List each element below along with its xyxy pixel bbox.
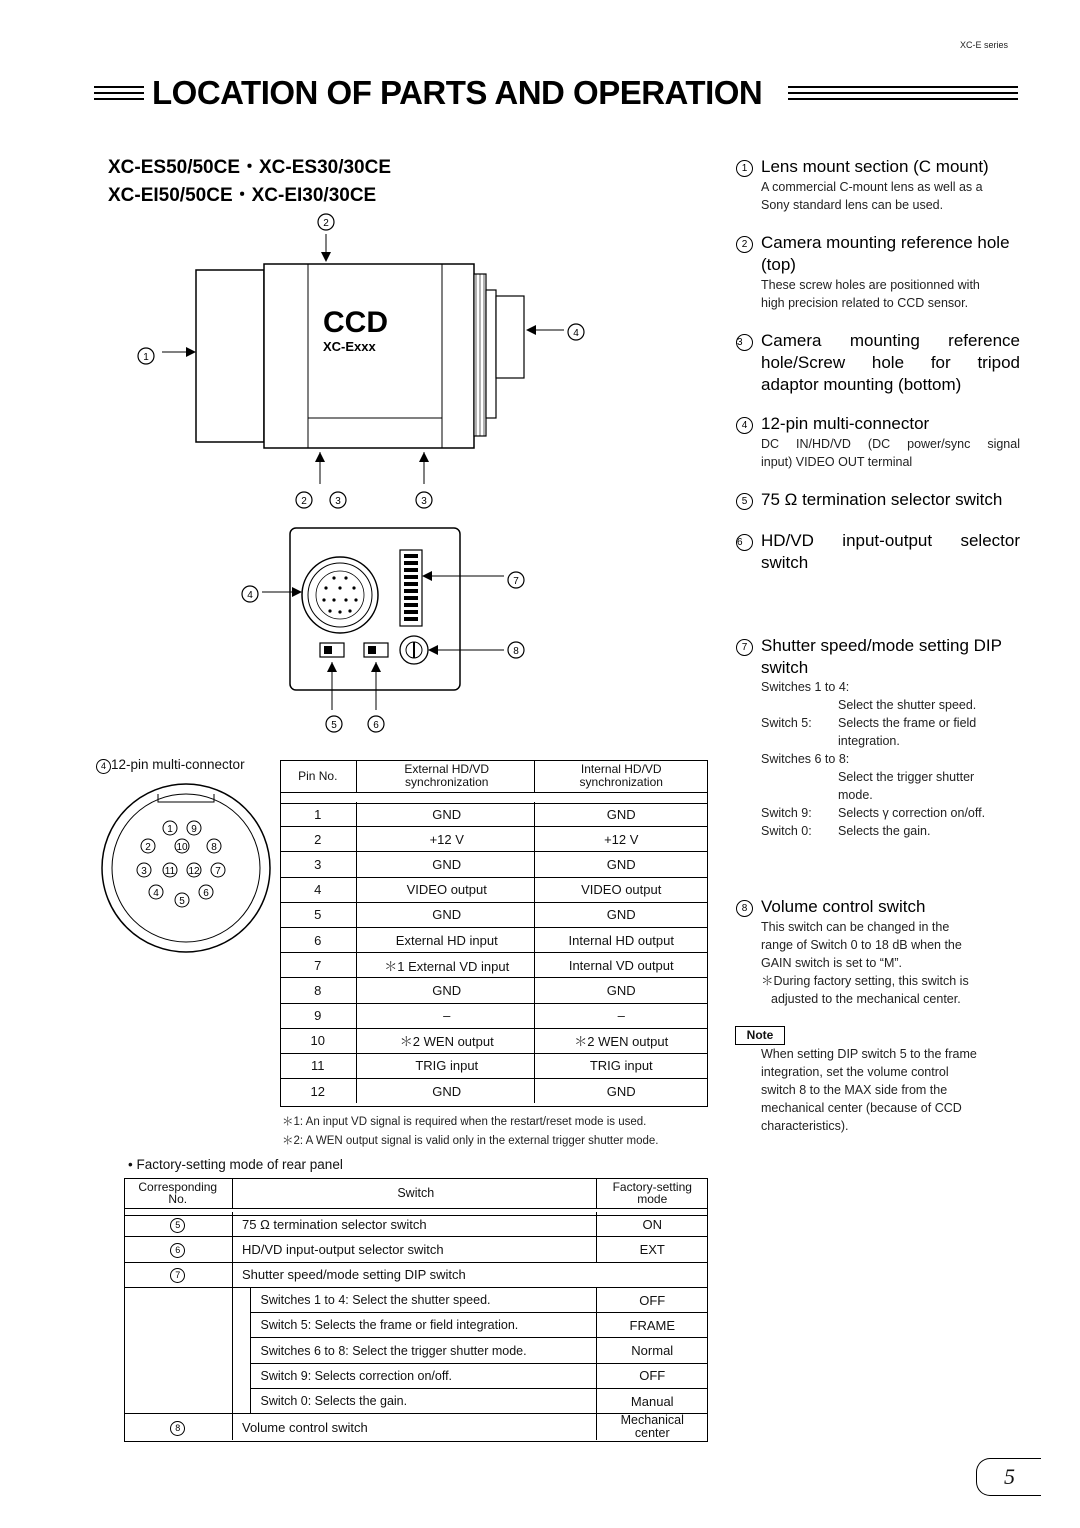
- pin-internal-cell: VIDEO output: [534, 877, 708, 902]
- callout-4-top: 4: [573, 328, 579, 339]
- pin-number-cell: 10: [280, 1028, 356, 1053]
- part-3: 3 Camera mounting reference hole/Screw hole for tripod adaptor mounting (bottom): [737, 331, 1020, 394]
- factory-switch-cell: Volume control switch: [236, 1414, 596, 1441]
- factory-mode-cell: Normal: [596, 1338, 708, 1363]
- pin-external-cell: ＊1 External VD input: [360, 953, 534, 978]
- part-1: 1 Lens mount section (C mount) A commercial C-mount lens as well as a Sony standard lens can be used.: [736, 156, 989, 214]
- factory-row: [124, 1414, 708, 1441]
- dip-item: Switch 0: Selects the gain.: [761, 824, 931, 838]
- pin-external-cell: External HD input: [360, 927, 534, 952]
- pin-number-cell: 9: [280, 1003, 356, 1028]
- num-4-icon: 4: [736, 417, 753, 434]
- svg-text:12: 12: [188, 866, 200, 877]
- dip-switch-list: [761, 678, 1021, 840]
- dip-item: Switch 9: Selects γ correction on/off.: [761, 806, 986, 820]
- pin-row: [280, 827, 708, 852]
- pin-internal-cell: GND: [534, 802, 708, 827]
- num-5-icon: 5: [736, 493, 753, 510]
- pin-row: [280, 852, 708, 877]
- connector-protrusion: [496, 296, 524, 378]
- lens-mount-shape: [196, 270, 264, 442]
- pin-row: [280, 978, 708, 1003]
- factory-table: [124, 1178, 708, 1216]
- part-7: 7 Shutter speed/mode setting DIP switch: [736, 635, 1002, 679]
- dip-item: mode.: [838, 788, 873, 802]
- factory-switch-cell: Switch 5: Selects the frame or field integration.: [250, 1313, 596, 1338]
- svg-text:6: 6: [373, 720, 379, 731]
- svg-text:6: 6: [203, 888, 209, 899]
- dip-item: Switches 1 to 4:: [761, 680, 850, 694]
- pin-row: [280, 1053, 708, 1078]
- factory-switch-cell: Switch 0: Selects the gain.: [250, 1389, 596, 1414]
- factory-mode-cell: Manual: [596, 1389, 708, 1414]
- title-rule-right: [788, 86, 1018, 88]
- factory-switch-cell: HD/VD input-output selector switch: [236, 1237, 596, 1262]
- callout-2-top: 2: [323, 218, 329, 229]
- pin-row: [280, 1079, 708, 1104]
- svg-text:7: 7: [513, 576, 519, 587]
- pin-external-cell: GND: [360, 902, 534, 927]
- svg-text:2: 2: [301, 496, 307, 507]
- pin-internal-cell: TRIG input: [534, 1053, 708, 1078]
- factory-row: [124, 1237, 708, 1262]
- factory-switch-cell: Shutter speed/mode setting DIP switch: [236, 1262, 708, 1287]
- pin-row: [280, 877, 708, 902]
- svg-text:1: 1: [167, 824, 173, 835]
- pin-number-cell: 12: [310, 1083, 325, 1099]
- pin-internal-cell: GND: [606, 1083, 636, 1099]
- factory-switch-cell: Switch 9: Selects correction on/off.: [250, 1363, 596, 1388]
- num-7-icon: 7: [736, 639, 753, 656]
- pin-external-cell: GND: [360, 978, 534, 1003]
- num-7-icon: 7: [170, 1268, 185, 1283]
- pin-number-cell: 5: [280, 902, 356, 927]
- connector-pinout-diagram: [98, 780, 274, 956]
- title-rule-right: [788, 92, 1018, 94]
- factory-row: [124, 1262, 708, 1287]
- factory-switch-cell: Switches 1 to 4: Select the shutter speed.: [250, 1287, 596, 1312]
- title-rule-left: [94, 92, 144, 94]
- svg-text:3: 3: [335, 496, 341, 507]
- pin-external-cell: GND: [360, 1079, 534, 1104]
- multi-connector-shape: [302, 557, 378, 633]
- pin-table: [280, 760, 708, 804]
- note-text: When setting DIP switch 5 to the frame integration, set the volume control switch 8 to the MAX side from the mechanical center (because of CCD characteristics).: [761, 1047, 977, 1133]
- pin-internal-cell: ＊2 WEN output: [534, 1028, 708, 1053]
- pin-number-cell: 8: [280, 978, 356, 1003]
- num-6-icon: 6: [170, 1243, 185, 1258]
- factory-mode-cell: OFF: [596, 1287, 708, 1312]
- pin-internal-cell: GND: [534, 978, 708, 1003]
- svg-text:3: 3: [421, 496, 427, 507]
- dip-item: Select the shutter speed.: [838, 698, 977, 712]
- factory-switch-cell: 75 Ω termination selector switch: [236, 1212, 596, 1237]
- pin-internal-cell: Internal VD output: [534, 953, 708, 978]
- pin-external-cell: GND: [360, 802, 534, 827]
- svg-text:8: 8: [211, 842, 217, 853]
- pin-external-cell: TRIG input: [360, 1053, 534, 1078]
- pin-internal-cell: –: [534, 1003, 708, 1028]
- svg-text:3: 3: [141, 866, 147, 877]
- part-6: 6 HD/VD input-output selector switch: [737, 531, 1020, 572]
- factory-subrow: [124, 1338, 708, 1363]
- svg-text:5: 5: [331, 720, 337, 731]
- title-rule-right: [788, 98, 1018, 100]
- factory-row: [124, 1212, 708, 1237]
- pin-internal-cell: GND: [534, 902, 708, 927]
- pin-internal-cell: Internal HD output: [534, 927, 708, 952]
- dip-item: Switches 6 to 8:: [761, 752, 850, 766]
- model-line-1: XC-ES50/50CE・XC-ES30/30CE: [108, 157, 392, 178]
- pin-number-cell: 7: [280, 953, 356, 978]
- pin-external-cell: VIDEO output: [360, 877, 534, 902]
- factory-subrow: [124, 1389, 708, 1414]
- pin-footnote-1: ＊1: An input VD signal is required when the restart/reset mode is used.: [282, 1116, 647, 1128]
- svg-text:7: 7: [215, 866, 221, 877]
- num-5-icon: 5: [170, 1218, 185, 1233]
- pin-footnote-2: ＊2: A WEN output signal is valid only in the external trigger shutter mode.: [282, 1135, 659, 1147]
- pin-row: [280, 953, 708, 978]
- pin-external-cell: ＊2 WEN output: [360, 1028, 534, 1053]
- pin-number-cell: 1: [280, 802, 356, 827]
- dip-item: Switch 5: Selects the frame or field: [761, 716, 977, 730]
- factory-header-no: Corresponding No.: [124, 1178, 232, 1209]
- num-8-icon: 8: [170, 1421, 185, 1436]
- pin-row: [280, 1028, 708, 1053]
- pin-table-body: [280, 802, 708, 1103]
- camera-side-diagram: [130, 206, 600, 736]
- svg-text:2: 2: [145, 842, 151, 853]
- factory-subrow: [124, 1287, 708, 1312]
- pin-row: [280, 1003, 708, 1028]
- factory-mode-cell: Mechanical center: [596, 1414, 708, 1441]
- svg-text:11: 11: [164, 866, 176, 877]
- num-3-icon: 3: [736, 334, 753, 351]
- model-line-2: XC-EI50/50CE・XC-EI30/30CE: [108, 185, 377, 206]
- pin-row: [280, 802, 708, 827]
- factory-mode-cell: OFF: [596, 1363, 708, 1388]
- pin-number-cell: 11: [280, 1053, 356, 1078]
- pin-internal-cell: +12 V: [534, 827, 708, 852]
- pin-row: [280, 902, 708, 927]
- factory-table-body: [124, 1212, 708, 1440]
- dip-item: integration.: [838, 734, 900, 748]
- svg-text:8: 8: [513, 646, 519, 657]
- pin-number-cell: 6: [280, 927, 356, 952]
- dip-item: Select the trigger shutter: [838, 770, 975, 784]
- factory-mode-cell: FRAME: [596, 1313, 708, 1338]
- pin-number-cell: 3: [280, 852, 356, 877]
- num-2-icon: 2: [736, 236, 753, 253]
- note-label: Note: [735, 1026, 785, 1045]
- num-4-icon: 4: [96, 759, 111, 774]
- pin-header-external: External HD/VD synchronization: [360, 760, 534, 793]
- svg-text:4: 4: [153, 888, 159, 899]
- factory-caption: • Factory-setting mode of rear panel: [128, 1157, 343, 1172]
- pin-row: [280, 927, 708, 952]
- title-rule-left: [94, 86, 144, 88]
- pin-external-cell: +12 V: [360, 827, 534, 852]
- factory-header-switch: Switch: [236, 1178, 596, 1209]
- connector-caption: 4 12-pin multi-connector: [96, 757, 245, 774]
- series-label: XC-E series: [960, 40, 1009, 50]
- part-8: 8 Volume control switch This switch can be changed in the range of Switch 0 to 18 dB when the GAIN switch is set to “M”. ＊During factory setting, this switch is adjusted to the mechanical center.: [736, 896, 969, 1008]
- model-badge: XC-Exxx: [323, 339, 376, 354]
- pin-external-cell: GND: [360, 852, 534, 877]
- pin-number-cell: 2: [280, 827, 356, 852]
- num-6-icon: 6: [736, 534, 753, 551]
- pin-number-cell: 4: [280, 877, 356, 902]
- factory-header-mode: Factory-setting mode: [596, 1178, 708, 1209]
- num-1-icon: 1: [736, 160, 753, 177]
- svg-text:4: 4: [247, 590, 253, 601]
- pin-header-internal: Internal HD/VD synchronization: [534, 760, 708, 793]
- pin-internal-cell: GND: [534, 852, 708, 877]
- factory-subrow: [124, 1313, 708, 1338]
- ccd-logo: CCD: [323, 306, 388, 339]
- factory-switch-cell: Switches 6 to 8: Select the trigger shutter mode.: [250, 1338, 596, 1363]
- page-number: 5: [1004, 1464, 1015, 1489]
- pin-header-no: Pin No.: [280, 760, 356, 793]
- part-4: 4 12-pin multi-connector DC IN/HD/VD (DC power/sync signal input) VIDEO OUT terminal: [736, 413, 1020, 471]
- page-title: LOCATION OF PARTS AND OPERATION: [152, 74, 763, 111]
- title-rule-left: [94, 98, 144, 100]
- svg-text:10: 10: [176, 842, 188, 853]
- svg-text:9: 9: [191, 824, 197, 835]
- factory-subrow: [124, 1363, 708, 1388]
- factory-mode-cell: EXT: [596, 1237, 708, 1262]
- num-8-icon: 8: [736, 900, 753, 917]
- part-2: 2 Camera mounting reference hole (top) These screw holes are positionned with high precision related to CCD sensor.: [736, 232, 1010, 312]
- factory-mode-cell: ON: [596, 1212, 708, 1237]
- pin-external-cell: –: [360, 1003, 534, 1028]
- callout-1: 1: [143, 352, 149, 363]
- part-5: 5 75 Ω termination selector switch: [736, 489, 1002, 511]
- svg-text:5: 5: [179, 896, 185, 907]
